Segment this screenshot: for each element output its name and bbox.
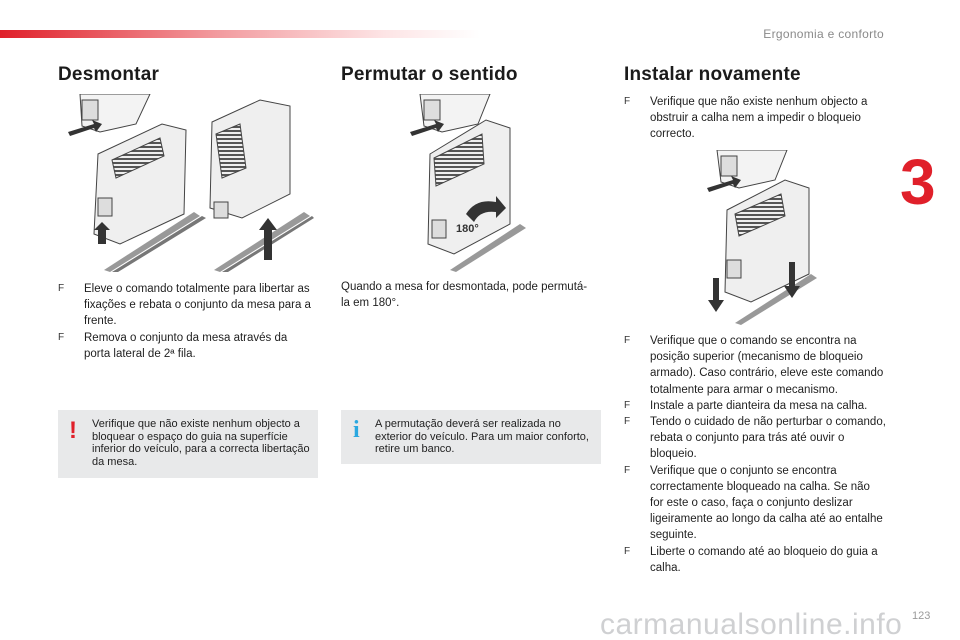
bullet-text: Verifique que o comando se encontra na posição superior (mecanismo de bloqueio armado). Caso contrário, eleve este comando totalmente para armar o mecanismo. [650,335,884,396]
bullet-text: Tendo o cuidado de não perturbar o comando, rebata o conjunto para trás até ouvir o bloqueio. [650,416,886,461]
bullet-marker: F [624,545,631,557]
list-item [624,333,886,398]
illustration-permutar [410,94,530,272]
chapter-number: 3 [900,146,936,218]
instalar-instructions-bottom [624,333,886,576]
list-item [624,414,886,463]
instalar-instructions-top [624,94,886,143]
bullet-marker: F [624,464,631,476]
section-title-instalar: Instalar novamente [624,64,801,85]
list-item [58,281,313,330]
rotation-label: 180° [456,223,479,235]
list-item [624,398,886,414]
info-icon: i [353,417,360,443]
illustration-instalar [705,150,820,325]
bullet-text: Liberte o comando até ao bloqueio do guia a calha. [650,545,878,574]
bullet-marker: F [624,399,631,411]
bullet-text: Verifique que o conjunto se encontra correctamente bloqueado na calha. Se não for este o caso, faça o conjunto deslizar ligeiramente ao longo da calha até ao entalhe seguinte. [650,464,883,542]
bullet-marker: F [58,331,65,343]
warning-note [58,410,318,478]
info-note-text: A permutação deverá ser realizada no exterior do veículo. Para um maior conforto, retire um banco. [375,418,589,456]
bullet-marker: F [624,335,631,346]
bullet-text: Remova o conjunto da mesa através da porta lateral de 2ª fila. [84,331,288,360]
bullet-text: Eleve o comando totalmente para libertar as fixações e rebata o conjunto da mesa para a frente. [84,283,311,328]
list-item [624,544,886,576]
watermark: carmanualsonline.info [600,608,903,640]
info-note [341,410,601,464]
desmontar-instructions [58,281,313,362]
bullet-marker: F [624,416,631,428]
list-item [58,330,313,362]
section-title-desmontar: Desmontar [58,64,160,85]
bullet-text: Verifique que não existe nenhum objecto a obstruir a calha nem a impedir o bloqueio correcto. [650,96,868,141]
section-title-permutar: Permutar o sentido [341,64,518,85]
bullet-text: Instale a parte dianteira da mesa na calha. [650,399,868,412]
list-item [624,94,886,143]
list-item [624,463,886,544]
bullet-marker: F [58,283,65,294]
illustration-desmontar [64,94,314,272]
chapter-title: Ergonomia e conforto [763,27,884,41]
permutar-body: Quando a mesa for desmontada, pode permutá-la em 180°. [341,281,588,310]
warning-note-text: Verifique que não existe nenhum objecto a bloquear o espaço do guia na superfície inferior do veículo, para a correcta libertação da mesa. [92,418,310,468]
header-accent-bar [0,30,480,38]
bullet-marker: F [624,96,631,107]
warning-icon: ! [69,417,77,444]
page-number: 123 [912,610,931,622]
